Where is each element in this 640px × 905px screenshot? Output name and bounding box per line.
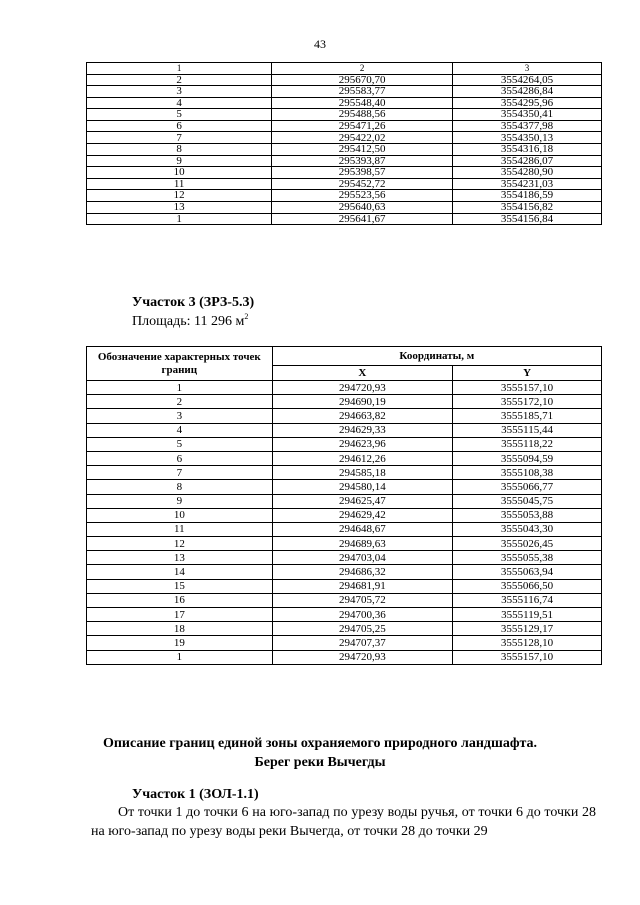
point-number: 14 — [87, 565, 273, 579]
table-row — [87, 522, 602, 536]
table-row — [87, 190, 602, 202]
coord-x: 295523,56 — [272, 190, 453, 202]
table-row — [87, 178, 602, 190]
coord-x: 295640,63 — [272, 202, 453, 214]
table-row — [87, 650, 602, 664]
coordinates-table-section-3 — [86, 346, 602, 665]
coord-x: 294705,25 — [272, 622, 452, 636]
coord-y: 3555118,22 — [453, 437, 602, 451]
coord-y: 3554350,13 — [452, 132, 601, 144]
point-number: 5 — [87, 437, 273, 451]
coord-y: 3555066,50 — [453, 579, 602, 593]
table-row — [87, 74, 602, 86]
table-row — [87, 144, 602, 156]
coord-x: 295583,77 — [272, 86, 453, 98]
section-3-title: Участок 3 (ЗРЗ-5.3) — [132, 295, 255, 310]
table-row — [87, 579, 602, 593]
coord-x: 295488,56 — [272, 109, 453, 121]
coord-y: 3555172,10 — [453, 395, 602, 409]
coord-y: 3554286,07 — [452, 155, 601, 167]
coord-x: 294705,72 — [272, 593, 452, 607]
header-y: Y — [453, 366, 602, 381]
point-number: 11 — [87, 178, 272, 190]
coord-y: 3554231,03 — [452, 178, 601, 190]
table-row — [87, 551, 602, 565]
table-row — [87, 167, 602, 179]
coord-y: 3554286,84 — [452, 86, 601, 98]
header-x: X — [272, 366, 452, 381]
point-number: 6 — [87, 120, 272, 132]
point-number: 3 — [87, 86, 272, 98]
table-row — [87, 213, 602, 225]
coord-y: 3554295,96 — [452, 97, 601, 109]
table-row — [87, 381, 602, 395]
coord-x: 295422,02 — [272, 132, 453, 144]
table-row — [87, 537, 602, 551]
coord-y: 3555053,88 — [453, 508, 602, 522]
coord-y: 3555066,77 — [453, 480, 602, 494]
table-cell: 1 — [87, 63, 272, 75]
coord-y: 3555043,30 — [453, 522, 602, 536]
section-3-area — [132, 312, 248, 330]
coord-y: 3555094,59 — [453, 451, 602, 465]
point-number: 7 — [87, 132, 272, 144]
point-number: 11 — [87, 522, 273, 536]
coord-y: 3555157,10 — [453, 650, 602, 664]
coord-x: 294629,42 — [272, 508, 452, 522]
coord-x: 295393,87 — [272, 155, 453, 167]
coord-x: 294623,96 — [272, 437, 452, 451]
table-row — [87, 565, 602, 579]
coord-x: 294689,63 — [272, 537, 452, 551]
coord-x: 294625,47 — [272, 494, 452, 508]
point-number: 18 — [87, 622, 273, 636]
header-coordinates: Координаты, м — [272, 347, 601, 366]
coord-x: 294700,36 — [272, 608, 452, 622]
point-number: 6 — [87, 451, 273, 465]
zone-heading-line-2: Берег реки Вычегды — [254, 755, 386, 770]
coord-x: 294690,19 — [272, 395, 452, 409]
point-number: 8 — [87, 480, 273, 494]
area-unit-superscript: 2 — [244, 312, 249, 321]
table-row — [87, 409, 602, 423]
coordinates-table-continued — [86, 62, 602, 225]
coord-y: 3555185,71 — [453, 409, 602, 423]
point-number: 1 — [87, 381, 273, 395]
table-row — [87, 120, 602, 132]
table-row — [87, 437, 602, 451]
table-row — [87, 466, 602, 480]
coord-x: 294629,33 — [272, 423, 452, 437]
coord-x: 294686,32 — [272, 565, 452, 579]
zone-heading-line-1: Описание границ единой зоны охраняемого природного ландшафта. — [102, 736, 538, 751]
point-number: 12 — [87, 537, 273, 551]
point-number: 10 — [87, 508, 273, 522]
coord-x: 294681,91 — [272, 579, 452, 593]
table-row — [87, 109, 602, 121]
header-points: Обозначение характерных точек границ — [87, 347, 273, 381]
point-number: 9 — [87, 155, 272, 167]
coord-y: 3555045,75 — [453, 494, 602, 508]
point-number: 1 — [87, 213, 272, 225]
point-number: 2 — [87, 74, 272, 86]
point-number: 13 — [87, 202, 272, 214]
coord-y: 3554156,82 — [452, 202, 601, 214]
coord-y: 3554186,59 — [452, 190, 601, 202]
table-row — [87, 423, 602, 437]
point-number: 12 — [87, 190, 272, 202]
page-number: 43 — [314, 37, 326, 51]
point-number: 13 — [87, 551, 273, 565]
point-number: 19 — [87, 636, 273, 650]
table-row — [87, 480, 602, 494]
coord-y: 3555119,51 — [453, 608, 602, 622]
coord-x: 294663,82 — [272, 409, 452, 423]
table-column-numbers — [87, 63, 602, 75]
coord-y: 3554264,05 — [452, 74, 601, 86]
point-number: 7 — [87, 466, 273, 480]
coord-x: 294703,04 — [272, 551, 452, 565]
coord-y: 3555157,10 — [453, 381, 602, 395]
point-number: 9 — [87, 494, 273, 508]
coord-y: 3554156,84 — [452, 213, 601, 225]
table-row — [87, 155, 602, 167]
table-row — [87, 494, 602, 508]
table-row — [87, 202, 602, 214]
table-cell: 2 — [272, 63, 453, 75]
coord-x: 294612,26 — [272, 451, 452, 465]
point-number: 8 — [87, 144, 272, 156]
coord-y: 3555128,10 — [453, 636, 602, 650]
coord-y: 3555129,17 — [453, 622, 602, 636]
point-number: 10 — [87, 167, 272, 179]
coord-x: 295548,40 — [272, 97, 453, 109]
coord-y: 3555108,38 — [453, 466, 602, 480]
point-number: 3 — [87, 409, 273, 423]
table-cell: 3 — [452, 63, 601, 75]
coord-x: 294720,93 — [272, 650, 452, 664]
coord-y: 3555026,45 — [453, 537, 602, 551]
point-number: 16 — [87, 593, 273, 607]
coord-x: 294707,37 — [272, 636, 452, 650]
coord-x: 294720,93 — [272, 381, 452, 395]
table-row — [87, 395, 602, 409]
coord-y: 3554280,90 — [452, 167, 601, 179]
table-row — [87, 508, 602, 522]
table-row — [87, 608, 602, 622]
coord-y: 3555055,38 — [453, 551, 602, 565]
point-number: 4 — [87, 97, 272, 109]
coord-y: 3555063,94 — [453, 565, 602, 579]
coord-y: 3554350,41 — [452, 109, 601, 121]
point-number: 1 — [87, 650, 273, 664]
coord-y: 3555115,44 — [453, 423, 602, 437]
table-row — [87, 451, 602, 465]
point-number: 5 — [87, 109, 272, 121]
section-1-description: От точки 1 до точки 6 на юго-запад по урезу воды ручья, от точки 6 до точки 28 на юго-запад по урезу воды реки Вычегда, от точки 28 до точки 29 — [91, 805, 596, 839]
table-row — [87, 593, 602, 607]
table-row — [87, 132, 602, 144]
section-1-title: Участок 1 (ЗОЛ-1.1) — [132, 787, 259, 802]
coord-x: 295471,26 — [272, 120, 453, 132]
coord-x: 295670,70 — [272, 74, 453, 86]
coord-x: 294585,18 — [272, 466, 452, 480]
table-row — [87, 86, 602, 98]
table-row — [87, 636, 602, 650]
table-row — [87, 622, 602, 636]
coord-x: 295641,67 — [272, 213, 453, 225]
area-text: Площадь: 11 296 м — [132, 314, 245, 329]
coord-y: 3554316,18 — [452, 144, 601, 156]
coord-y: 3555116,74 — [453, 593, 602, 607]
point-number: 2 — [87, 395, 273, 409]
point-number: 17 — [87, 608, 273, 622]
coord-y: 3554377,98 — [452, 120, 601, 132]
coord-x: 294580,14 — [272, 480, 452, 494]
point-number: 15 — [87, 579, 273, 593]
coord-x: 295398,57 — [272, 167, 453, 179]
coord-x: 295412,50 — [272, 144, 453, 156]
point-number: 4 — [87, 423, 273, 437]
table-row — [87, 97, 602, 109]
coord-x: 294648,67 — [272, 522, 452, 536]
coord-x: 295452,72 — [272, 178, 453, 190]
